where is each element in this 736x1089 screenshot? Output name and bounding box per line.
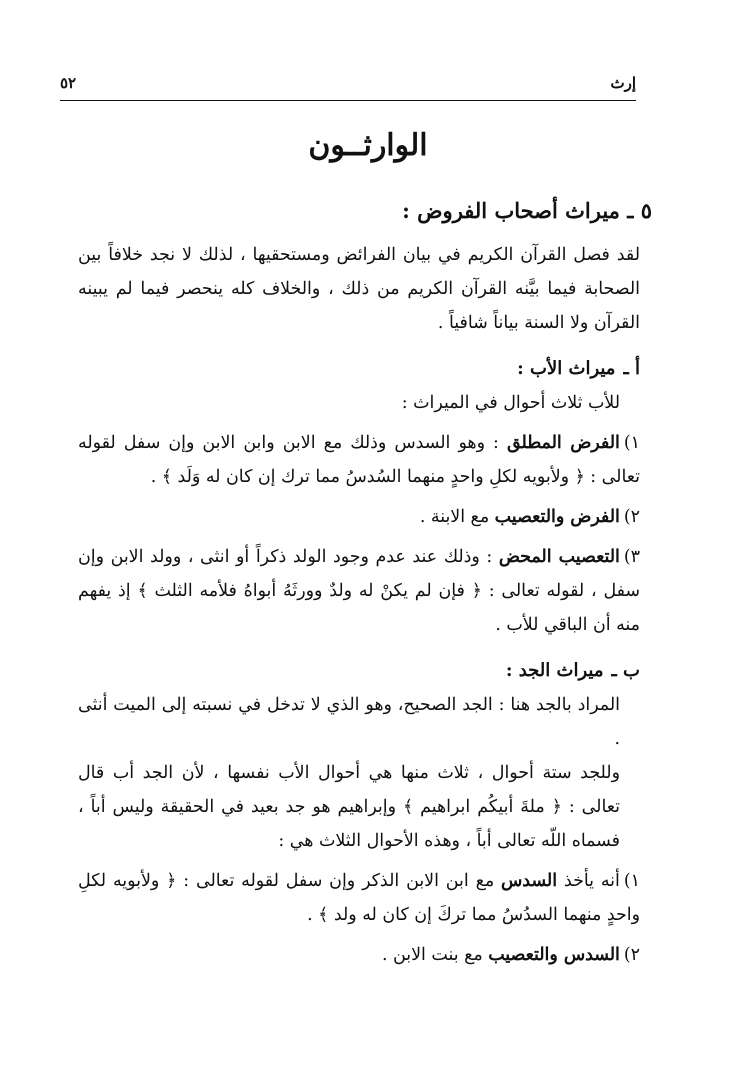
grandfather-heading — [78, 654, 640, 688]
item-number: ٢) — [623, 507, 640, 527]
grandfather-item-1 — [78, 864, 640, 932]
grandfather-heading-text: ميراث الجد : — [505, 660, 604, 681]
chapter-label: إرث — [610, 74, 636, 92]
page-number: ٥٢ — [60, 74, 77, 92]
item-term: الفرض والتعصيب — [494, 507, 620, 527]
item-number: ١) — [623, 433, 640, 453]
item-text: : وذلك عند عدم وجود الولد ذكراً أو انثى ، وولد الابن وإن سفل ، لقوله تعالى : ﴿ فإن لم يكنْ له ولدٌ وورثَهُ أبواهُ فلأمه الثلث ﴾ إذ يفهم منه أن الباقي للأب . — [78, 547, 640, 635]
item-number: ١) — [623, 871, 640, 891]
item-number: ٢) — [623, 945, 640, 965]
item-text: مع بنت الابن . — [382, 945, 489, 965]
item-term: الفرض المطلق — [506, 433, 620, 453]
father-heading-text: ميراث الأب : — [517, 358, 616, 379]
page-title: الوارثــون — [308, 128, 428, 163]
grandfather-para-2: وللجد ستة أحوال ، ثلاث منها هي أحوال الأب نفسها ، لأن الجد أب قال تعالى : ﴿ ملةَ أبيكُم ابراهيم ﴾ وإبراهيم هو جد بعيد في الحقيقة وليس أباً ، فسماه اللّه تعالى أباً ، وهذه الأحوال الثلاث هي : — [78, 763, 620, 851]
father-letter: أ ـ — [623, 358, 640, 379]
item-text: مع الابنة . — [419, 507, 495, 527]
father-item-3 — [78, 540, 640, 642]
item-text: : وهو السدس وذلك مع الابن وابن الابن وإن سفل لقوله تعالى : ﴿ ولأبويه لكلِ واحدٍ منهما السُدسُ مما ترك إن كان له وَلَد ﴾ . — [78, 433, 640, 487]
item-prefix: أنه يأخذ — [557, 871, 620, 891]
item-term: السدس والتعصيب — [488, 945, 620, 965]
grandfather-item-2 — [78, 938, 640, 972]
grandfather-para-1: المراد بالجد هنا : الجد الصحيح، وهو الذي لا تدخل في نسبته إلى الميت أنثى . — [78, 695, 620, 749]
running-header — [60, 74, 636, 101]
father-item-1 — [78, 426, 640, 494]
father-heading — [78, 352, 640, 386]
section-intro: لقد فصل القرآن الكريم في بيان الفرائض ومستحقيها ، لذلك لا نجد خلافاً بين الصحابة فيما بيَّنه القرآن الكريم من ذلك ، والخلاف كله ينحصر فيما لم يبينه القرآن ولا السنة بياناً شافياً . — [78, 245, 640, 333]
father-intro: للأب ثلاث أحوال في الميراث : — [401, 393, 620, 413]
page-body — [78, 194, 652, 972]
item-text: مع ابن الابن الذكر وإن سفل لقوله تعالى : ﴿ ولأبويه لكلِ واحدٍ منهما السدُسُ مما تركَ إن كان له ولد ﴾ . — [78, 871, 640, 925]
section-heading: ٥ ـ ميراث أصحاب الفروض : — [402, 198, 652, 223]
father-item-2 — [78, 500, 640, 534]
grandfather-letter: ب ـ — [611, 660, 640, 681]
item-term: السدس — [501, 871, 558, 891]
item-number: ٣) — [623, 547, 640, 567]
item-term: التعصيب المحض — [498, 547, 620, 567]
